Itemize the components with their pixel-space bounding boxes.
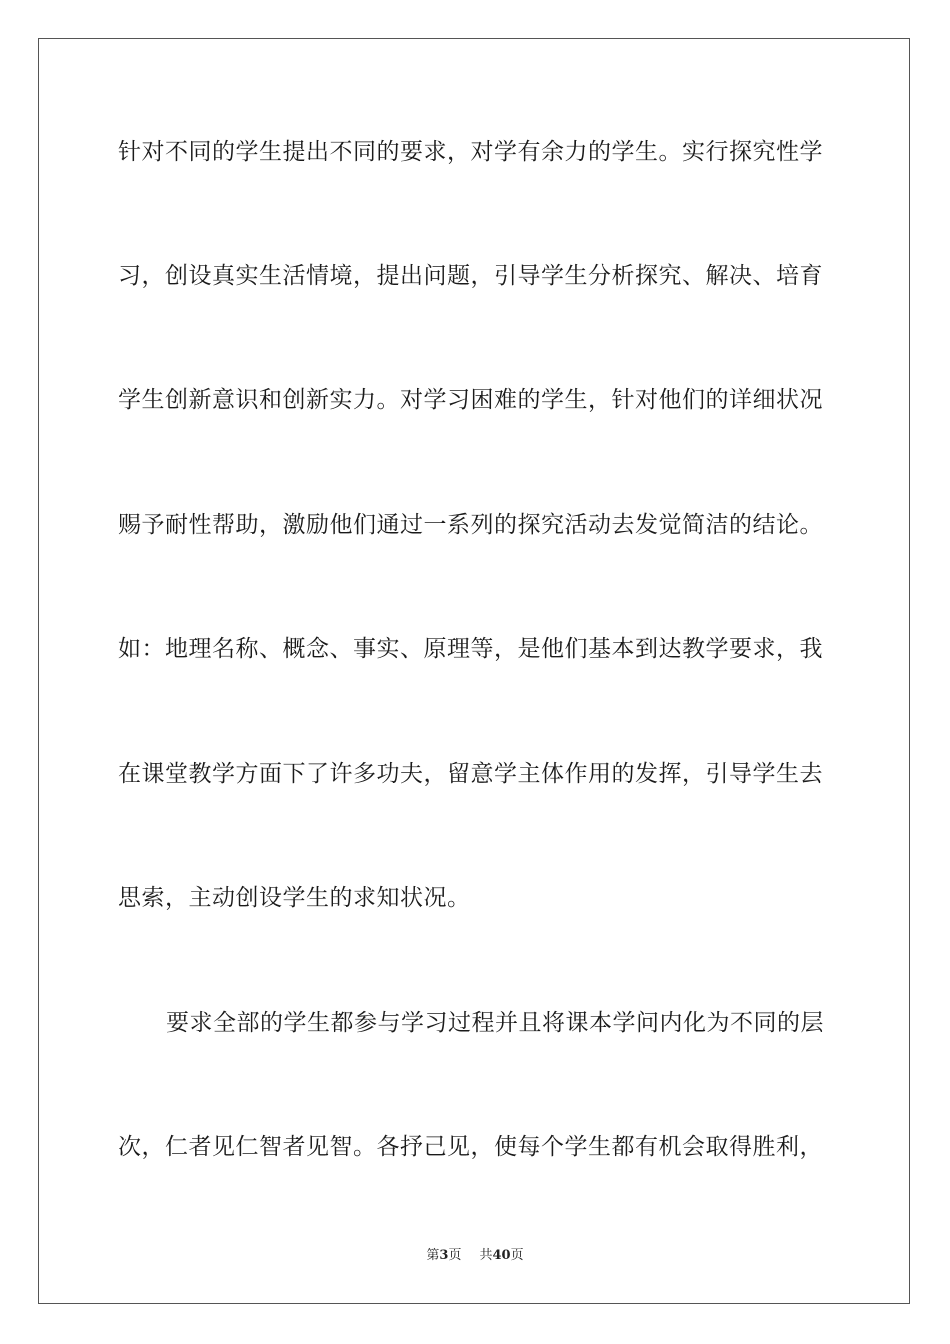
footer-total-pages: 40 <box>492 1248 511 1263</box>
text-line-5: 如：地理名称、概念、事实、原理等，是他们基本到达教学要求，我 <box>118 636 823 662</box>
text-line-7: 思索，主动创设学生的求知状况。 <box>118 885 471 911</box>
text-line-2: 习，创设真实生活情境，提出问题，引导学生分析探究、解决、培育 <box>118 263 823 289</box>
text-line-1: 针对不同的学生提出不同的要求，对学有余力的学生。实行探究性学 <box>118 139 823 165</box>
text-line-3: 学生创新意识和创新实力。对学习困难的学生，针对他们的详细状况 <box>118 387 823 413</box>
footer-page-prefix: 第 <box>426 1248 440 1263</box>
text-line-9: 次，仁者见仁智者见智。各抒己见，使每个学生都有机会取得胜利， <box>118 1134 823 1160</box>
page-frame <box>38 38 910 1304</box>
text-line-8: 要求全部的学生都参与学习过程并且将课本学问内化为不同的层 <box>166 1010 824 1036</box>
footer-page-suffix: 页 <box>448 1248 462 1263</box>
footer-page-number: 3 <box>439 1248 449 1263</box>
text-line-4: 赐予耐性帮助，激励他们通过一系列的探究活动去发觉简洁的结论。 <box>118 512 823 538</box>
footer-total-prefix: 共 <box>479 1248 493 1263</box>
page-footer <box>0 1247 950 1265</box>
footer-total-suffix: 页 <box>510 1248 524 1263</box>
text-line-6: 在课堂教学方面下了许多功夫，留意学主体作用的发挥，引导学生去 <box>118 761 823 787</box>
